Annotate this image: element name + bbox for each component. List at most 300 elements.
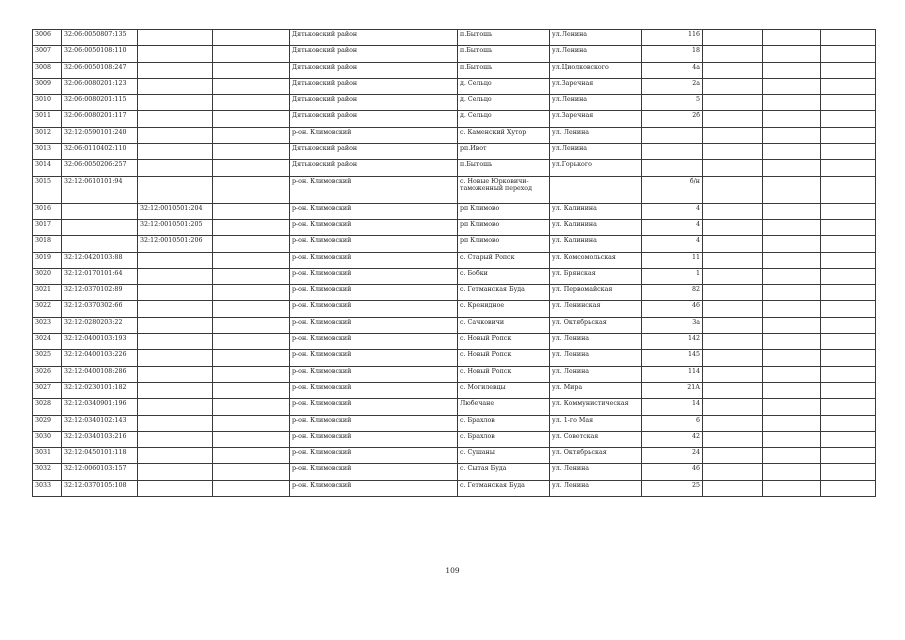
blank-cell [703,285,763,301]
locality-cell: п.Бытошь [458,46,550,62]
street-cell: ул. Ленина [550,464,642,480]
row-number: 3029 [33,415,62,431]
blank-cell [703,480,763,496]
locality-cell: с. Сытая Буда [458,464,550,480]
table-row [33,160,876,176]
district-cell: р-он. Климовский [290,176,458,203]
table-row [33,317,876,333]
house-cell: 46 [642,464,703,480]
blank-cell [821,317,876,333]
cadastral-number-alt [138,30,213,46]
house-cell: 4 [642,236,703,252]
street-cell: ул.Ленина [550,95,642,111]
street-cell: ул. Мира [550,382,642,398]
blank-cell [213,382,290,398]
blank-cell [821,236,876,252]
locality-cell: п.Бытошь [458,62,550,78]
table-row [33,111,876,127]
table-row [33,236,876,252]
district-cell: р-он. Климовский [290,219,458,235]
table-row [33,350,876,366]
blank-cell [703,448,763,464]
blank-cell [763,301,821,317]
house-cell [642,127,703,143]
blank-cell [213,30,290,46]
cadastral-number: 32:06:0050108:247 [62,62,138,78]
cadastral-number: 32:06:0080201:117 [62,111,138,127]
blank-cell [763,236,821,252]
district-cell: р-он. Климовский [290,268,458,284]
table-row [33,95,876,111]
blank-cell [213,160,290,176]
blank-cell [763,219,821,235]
blank-cell [763,111,821,127]
blank-cell [763,350,821,366]
locality-cell: с. Новый Ропск [458,334,550,350]
house-cell [642,160,703,176]
blank-cell [703,127,763,143]
row-number: 3023 [33,317,62,333]
blank-cell [821,30,876,46]
table-row [33,46,876,62]
row-number: 3009 [33,78,62,94]
street-cell: ул. Советская [550,431,642,447]
blank-cell [763,176,821,203]
blank-cell [213,62,290,78]
blank-cell [213,111,290,127]
cadastral-number-alt [138,399,213,415]
house-cell: 42 [642,431,703,447]
blank-cell [763,46,821,62]
street-cell: ул. Коммунистическая [550,399,642,415]
blank-cell [821,334,876,350]
table-row [33,203,876,219]
blank-cell [821,415,876,431]
street-cell: ул. Ленина [550,350,642,366]
street-cell: ул. 1-го Мая [550,415,642,431]
table-row [33,480,876,496]
cadastral-number: 32:06:0110402:110 [62,144,138,160]
cadastral-number: 32:12:0400108:286 [62,366,138,382]
cadastral-number-alt [138,480,213,496]
table-row [33,464,876,480]
table-row [33,268,876,284]
street-cell: ул. Калинина [550,219,642,235]
blank-cell [703,236,763,252]
locality-cell: с. Гетманская Буда [458,480,550,496]
blank-cell [763,317,821,333]
street-cell: ул. Ленина [550,334,642,350]
house-cell: 4а [642,62,703,78]
table-row [33,382,876,398]
district-cell: Дятьковский район [290,62,458,78]
blank-cell [763,431,821,447]
cadastral-number: 32:12:0340102:143 [62,415,138,431]
district-cell: р-он. Климовский [290,464,458,480]
district-cell: р-он. Климовский [290,366,458,382]
blank-cell [703,399,763,415]
cadastral-number-alt [138,46,213,62]
cadastral-number: 32:12:0230101:182 [62,382,138,398]
blank-cell [763,464,821,480]
blank-cell [821,350,876,366]
street-cell: ул. Ленина [550,127,642,143]
blank-cell [763,203,821,219]
table-row [33,176,876,203]
blank-cell [763,334,821,350]
blank-cell [703,219,763,235]
blank-cell [213,431,290,447]
street-cell: ул. Первомайская [550,285,642,301]
locality-cell: п.Бытошь [458,30,550,46]
table-row [33,334,876,350]
blank-cell [213,350,290,366]
blank-cell [703,111,763,127]
district-cell: р-он. Климовский [290,480,458,496]
cadastral-number: 32:12:0370302:66 [62,301,138,317]
blank-cell [703,46,763,62]
blank-cell [821,301,876,317]
row-number: 3017 [33,219,62,235]
blank-cell [821,448,876,464]
row-number: 3008 [33,62,62,78]
cadastral-number-alt [138,127,213,143]
locality-cell: д. Сельцо [458,95,550,111]
street-cell: ул.Горького [550,160,642,176]
row-number: 3020 [33,268,62,284]
blank-cell [821,366,876,382]
cadastral-number-alt: 32:12:0010501:206 [138,236,213,252]
house-cell: 25 [642,480,703,496]
cadastral-number-alt [138,176,213,203]
cadastral-number-alt [138,160,213,176]
district-cell: Дятьковский район [290,160,458,176]
house-cell: 24 [642,448,703,464]
cadastral-number-alt [138,111,213,127]
row-number: 3013 [33,144,62,160]
blank-cell [821,111,876,127]
locality-cell: с. Могилевцы [458,382,550,398]
blank-cell [213,317,290,333]
cadastral-number: 32:12:0400103:226 [62,350,138,366]
locality-cell: с. Брахлов [458,431,550,447]
locality-cell: д. Сельцо [458,111,550,127]
table-row [33,219,876,235]
row-number: 3015 [33,176,62,203]
blank-cell [821,144,876,160]
locality-cell: рп Климово [458,219,550,235]
cadastral-number: 32:12:0340103:216 [62,431,138,447]
blank-cell [703,30,763,46]
table-row [33,301,876,317]
table-row [33,431,876,447]
blank-cell [213,236,290,252]
locality-cell: с. Новый Ропск [458,350,550,366]
cadastral-number-alt [138,448,213,464]
house-cell: 14 [642,399,703,415]
cadastral-number: 32:12:0370102:89 [62,285,138,301]
blank-cell [213,46,290,62]
district-cell: р-он. Климовский [290,431,458,447]
cadastral-number [62,203,138,219]
row-number: 3021 [33,285,62,301]
row-number: 3010 [33,95,62,111]
street-cell: ул. Октябрьская [550,317,642,333]
row-number: 3031 [33,448,62,464]
cadastral-number: 32:12:0280203:22 [62,317,138,333]
blank-cell [763,30,821,46]
district-cell: Дятьковский район [290,144,458,160]
house-cell: б/н [642,176,703,203]
cadastral-number: 32:06:0080201:115 [62,95,138,111]
house-cell: 114 [642,366,703,382]
blank-cell [821,95,876,111]
blank-cell [213,366,290,382]
blank-cell [763,415,821,431]
house-cell: 6 [642,415,703,431]
cadastral-number-alt [138,285,213,301]
blank-cell [213,285,290,301]
blank-cell [763,268,821,284]
blank-cell [213,301,290,317]
row-number: 3030 [33,431,62,447]
district-cell: р-он. Климовский [290,301,458,317]
street-cell: ул. Ленина [550,480,642,496]
blank-cell [703,144,763,160]
row-number: 3016 [33,203,62,219]
cadastral-number [62,219,138,235]
row-number: 3019 [33,252,62,268]
cadastral-number-alt [138,350,213,366]
blank-cell [213,464,290,480]
cadastral-number-alt [138,144,213,160]
cadastral-number: 32:12:0060103:157 [62,464,138,480]
page-number: 109 [445,566,460,575]
street-cell: ул.Циолковского [550,62,642,78]
blank-cell [821,464,876,480]
house-cell: 4 [642,203,703,219]
blank-cell [763,127,821,143]
district-cell: р-он. Климовский [290,203,458,219]
blank-cell [213,203,290,219]
table-row [33,62,876,78]
cadastral-number: 32:12:0340901:196 [62,399,138,415]
blank-cell [213,480,290,496]
locality-cell: с. Каменский Хутор [458,127,550,143]
blank-cell [763,252,821,268]
blank-cell [821,219,876,235]
table-row [33,448,876,464]
table-row [33,78,876,94]
district-cell: р-он. Климовский [290,285,458,301]
blank-cell [821,62,876,78]
blank-cell [821,203,876,219]
blank-cell [213,448,290,464]
house-cell: 3а [642,317,703,333]
district-cell: р-он. Климовский [290,415,458,431]
cadastral-number-alt: 32:12:0010501:205 [138,219,213,235]
cadastral-number: 32:06:0080201:123 [62,78,138,94]
district-cell: р-он. Климовский [290,127,458,143]
blank-cell [703,317,763,333]
locality-cell: рп.Ивот [458,144,550,160]
district-cell: р-он. Климовский [290,334,458,350]
blank-cell [763,144,821,160]
locality-cell: с. Сачковичи [458,317,550,333]
blank-cell [703,160,763,176]
street-cell: ул.Ленина [550,46,642,62]
blank-cell [763,399,821,415]
blank-cell [703,382,763,398]
blank-cell [703,176,763,203]
district-cell: Дятьковский район [290,95,458,111]
district-cell: р-он. Климовский [290,350,458,366]
row-number: 3012 [33,127,62,143]
blank-cell [763,382,821,398]
locality-cell: с. Бобки [458,268,550,284]
blank-cell [213,334,290,350]
blank-cell [213,252,290,268]
blank-cell [213,415,290,431]
locality-cell: рп Климово [458,236,550,252]
table-row [33,30,876,46]
row-number: 3011 [33,111,62,127]
cadastral-number: 32:12:0590101:240 [62,127,138,143]
cadastral-number-alt [138,464,213,480]
blank-cell [821,431,876,447]
locality-cell: с. Новый Ропск [458,366,550,382]
district-cell: Дятьковский район [290,111,458,127]
table-row [33,366,876,382]
cadastral-number-alt [138,301,213,317]
locality-cell: с. Брахлов [458,415,550,431]
blank-cell [213,399,290,415]
row-number: 3032 [33,464,62,480]
blank-cell [763,480,821,496]
cadastral-number-alt [138,431,213,447]
row-number: 3024 [33,334,62,350]
district-cell: р-он. Климовский [290,399,458,415]
row-number: 3026 [33,366,62,382]
house-cell: 5 [642,95,703,111]
blank-cell [821,285,876,301]
blank-cell [703,334,763,350]
blank-cell [763,62,821,78]
blank-cell [763,285,821,301]
blank-cell [763,78,821,94]
row-number: 3028 [33,399,62,415]
blank-cell [821,382,876,398]
blank-cell [213,95,290,111]
blank-cell [213,144,290,160]
blank-cell [821,46,876,62]
blank-cell [763,95,821,111]
house-cell: 11 [642,252,703,268]
cadastral-number: 32:12:0610101:94 [62,176,138,203]
row-number: 3006 [33,30,62,46]
cadastral-number: 32:06:0050206:257 [62,160,138,176]
blank-cell [703,301,763,317]
locality-cell: д. Сельцо [458,78,550,94]
cadastral-number-alt [138,252,213,268]
table-body [33,30,876,497]
table-row [33,415,876,431]
street-cell: ул. Ленина [550,366,642,382]
cadastral-number-alt [138,62,213,78]
district-cell: Дятьковский район [290,30,458,46]
locality-cell: рп Климово [458,203,550,219]
cadastral-number: 32:12:0170101:64 [62,268,138,284]
table-row [33,127,876,143]
blank-cell [821,127,876,143]
street-cell [550,176,642,203]
district-cell: р-он. Климовский [290,252,458,268]
house-cell [642,144,703,160]
blank-cell [821,268,876,284]
locality-cell: с. Старый Ропск [458,252,550,268]
blank-cell [821,160,876,176]
cadastral-number-alt [138,78,213,94]
district-cell: р-он. Климовский [290,382,458,398]
blank-cell [703,203,763,219]
street-cell: ул. Калинина [550,203,642,219]
blank-cell [213,127,290,143]
cadastral-number-alt [138,415,213,431]
blank-cell [703,366,763,382]
locality-cell: с. Сушаны [458,448,550,464]
table-row [33,144,876,160]
blank-cell [821,252,876,268]
blank-cell [213,219,290,235]
house-cell: 116 [642,30,703,46]
street-cell: ул. Ленинская [550,301,642,317]
row-number: 3025 [33,350,62,366]
blank-cell [703,95,763,111]
house-cell: 1 [642,268,703,284]
blank-cell [821,399,876,415]
house-cell: 4 [642,219,703,235]
locality-cell: с. Кренидное [458,301,550,317]
locality-cell: п.Бытошь [458,160,550,176]
blank-cell [703,431,763,447]
street-cell: ул. Брянская [550,268,642,284]
row-number: 3033 [33,480,62,496]
blank-cell [763,448,821,464]
cadastral-number: 32:12:0450101:118 [62,448,138,464]
house-cell: 145 [642,350,703,366]
row-number: 3022 [33,301,62,317]
cadastral-number-alt [138,268,213,284]
cadastral-number-alt [138,382,213,398]
blank-cell [703,268,763,284]
street-cell: ул. Октябрьская [550,448,642,464]
cadastral-number-alt: 32:12:0010501:204 [138,203,213,219]
street-cell: ул. Калинина [550,236,642,252]
street-cell: ул.Заречная [550,111,642,127]
house-cell: 142 [642,334,703,350]
street-cell: ул. Комсомольская [550,252,642,268]
district-cell: Дятьковский район [290,78,458,94]
cadastral-number [62,236,138,252]
row-number: 3027 [33,382,62,398]
house-cell: 2а [642,78,703,94]
blank-cell [703,252,763,268]
blank-cell [703,78,763,94]
district-cell: р-он. Климовский [290,448,458,464]
cadastral-number-alt [138,317,213,333]
locality-cell: Любечане [458,399,550,415]
cadastral-number: 32:12:0400103:193 [62,334,138,350]
